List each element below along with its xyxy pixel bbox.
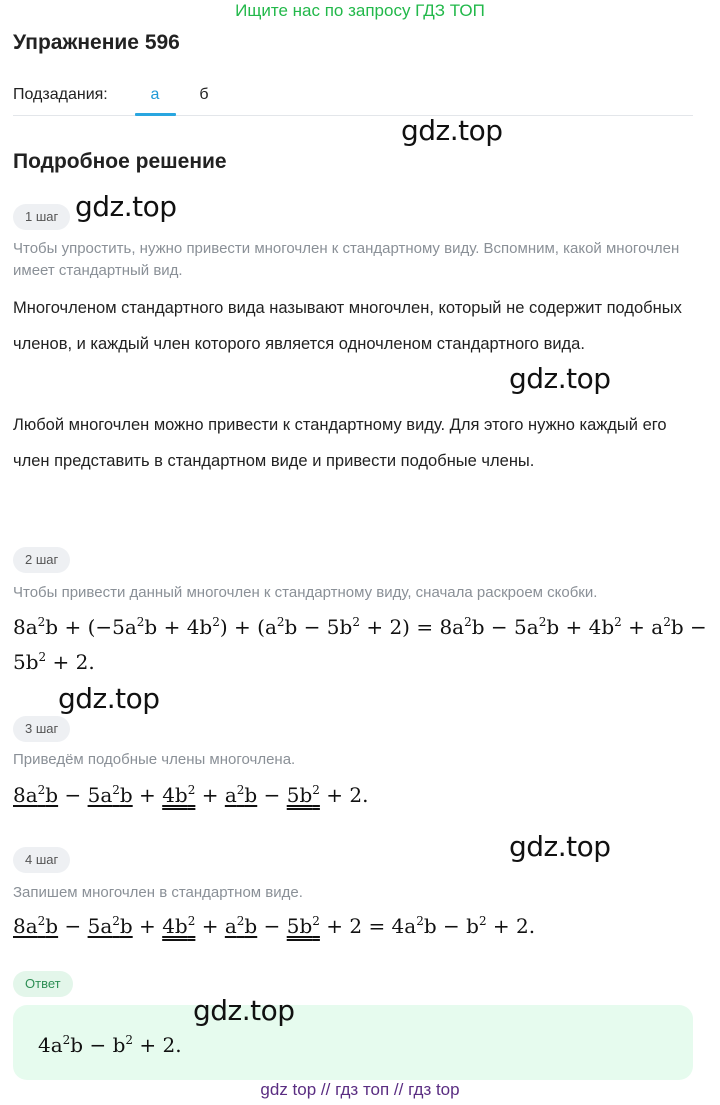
step-hint: Запишем многочлен в стандартном виде. <box>13 884 303 901</box>
tab-b[interactable]: б <box>199 86 209 103</box>
active-tab-indicator <box>135 113 176 116</box>
watermark: gdz.top <box>509 362 611 395</box>
subtasks-label: Подзадания: <box>13 86 108 103</box>
section-title: Подробное решение <box>13 150 227 173</box>
answer-math: $4a^2b - b^2 + 2$. <box>38 1033 182 1057</box>
step-badge: 4 шаг <box>13 847 70 873</box>
footer-links[interactable]: gdz top // гдз топ // гдз top <box>260 1080 460 1099</box>
watermark: gdz.top <box>401 114 503 147</box>
step-math: $8a^2b - 5a^2b + 4b^2 + a^2b - 5b^2 + 2$. <box>13 783 369 807</box>
step-badge: 1 шаг <box>13 204 70 230</box>
step-hint: Приведём подобные члены многочлена. <box>13 751 296 768</box>
watermark: gdz.top <box>75 190 177 223</box>
page-title: Упражнение 596 <box>13 31 180 54</box>
watermark: gdz.top <box>58 682 160 715</box>
step-paragraph: Любой многочлен можно привести к стандартному виду. Для этого нужно каждый его член представить в стандартном виде и привести подобные члены. <box>13 416 667 470</box>
promo-banner: Ищите нас по запросу ГДЗ ТОП <box>235 1 485 20</box>
step-math: $8a^2b + (-5a^2b + 4b^2) + (a^2b - 5b^2 + 2) = 8a^2b - 5a^2b + 4b^2 + a^2b$ − <box>13 615 707 639</box>
step-badge: 2 шаг <box>13 547 70 573</box>
tabs-divider <box>13 115 693 116</box>
step-paragraph: Многочленом стандартного вида называют многочлен, который не содержит подобных членов, и каждый член которого является одночленом стандартного вида. <box>13 299 682 353</box>
tab-a[interactable]: а <box>150 86 160 103</box>
step-math: $8a^2b - 5a^2b + 4b^2 + a^2b - 5b^2 + 2 = 4a^2b - b^2 + 2$. <box>13 914 536 938</box>
step-math: $5b^2 + 2$. <box>13 650 95 674</box>
watermark: gdz.top <box>509 830 611 863</box>
step-hint: Чтобы привести данный многочлен к стандартному виду, сначала раскроем скобки. <box>13 584 598 601</box>
step-hint: Чтобы упростить, нужно привести многочлен к стандартному виду. Вспомним, какой многочлен имеет стандартный вид. <box>13 240 680 279</box>
step-badge: 3 шаг <box>13 716 70 742</box>
answer-badge: Ответ <box>13 971 73 997</box>
watermark: gdz.top <box>193 994 295 1027</box>
